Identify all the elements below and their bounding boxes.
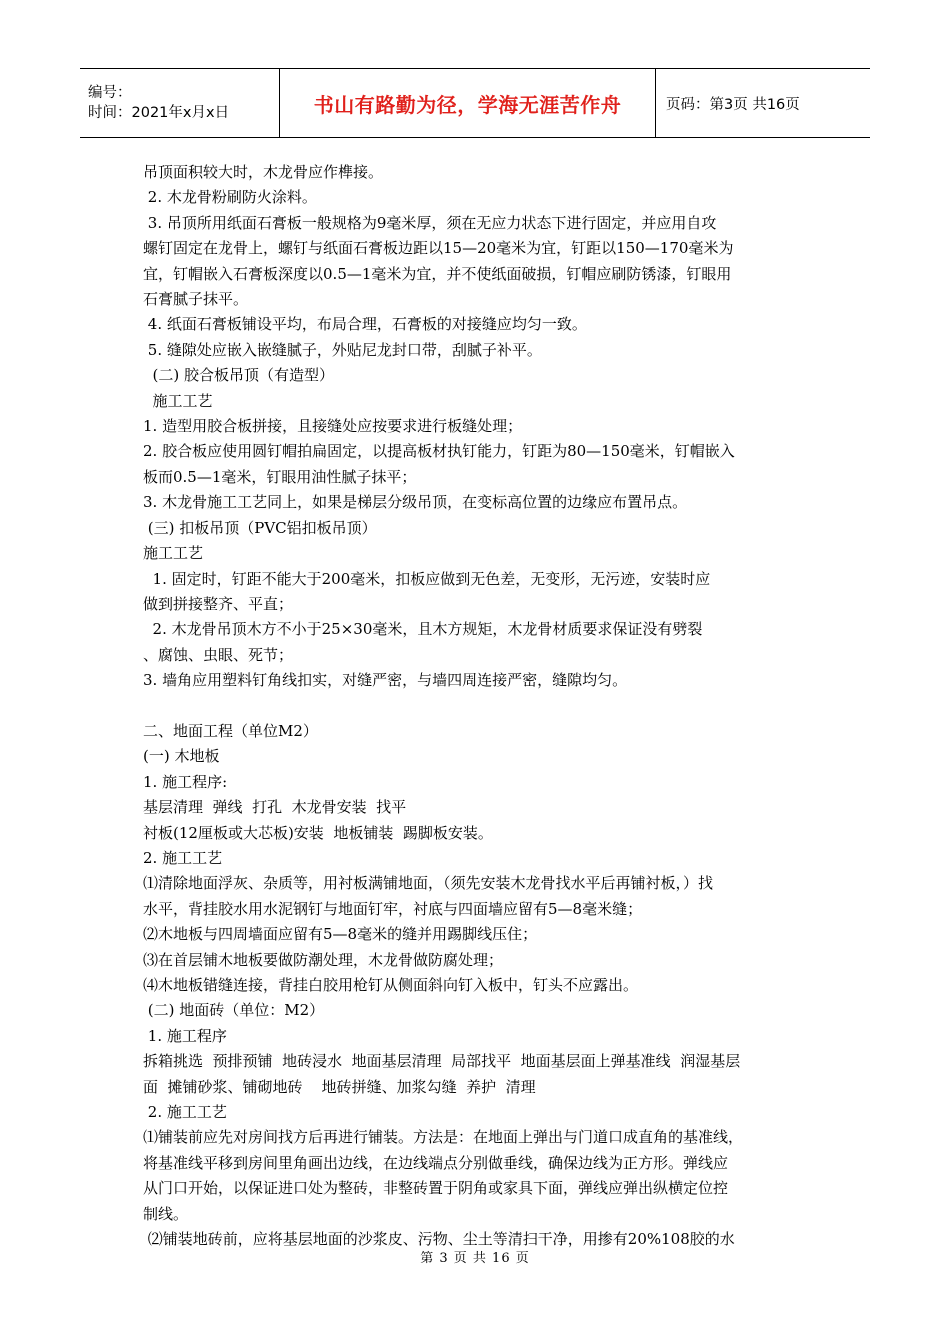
body-line: 从门口开始，以保证进口处为整砖，非整砖置于阴角或家具下面，弹线应弹出纵横定位控: [143, 1179, 729, 1198]
body-line: 2. 胶合板应使用圆钉帽拍扁固定，以提高板材执钉能力，钉距为80—150毫米，钉帽嵌入: [143, 442, 735, 461]
body-line: 基层清理 弹线 打孔 木龙骨安装 找平: [143, 798, 407, 817]
header-page-info: 页码：第3页 共16页: [666, 96, 800, 113]
body-line: 将基准线平移到房间里角画出边线，在边线端点分别做垂线，确保边线为正方形。弹线应: [143, 1153, 729, 1172]
header-motto-cell: [280, 69, 656, 137]
page-footer: 第 3 页 共 16 页: [420, 1251, 530, 1266]
body-line: 面 摊铺砂浆、铺砌地砖 地砖拼缝、加浆勾缝 养护 清理: [143, 1077, 536, 1096]
body-line: 2. 木龙骨粉刷防火涂料。: [143, 188, 317, 207]
body-line: ⑵铺装地砖前，应将基层地面的沙浆皮、污物、尘土等清扫干净，用掺有20%108胶的水: [143, 1230, 735, 1249]
body-line: 1. 固定时，钉距不能大于200毫米，扣板应做到无色差，无变形，无污迹，安装时应: [143, 569, 711, 588]
document-body: [143, 160, 823, 1252]
body-line: (一) 木地板: [143, 747, 220, 766]
body-line: 石膏腻子抹平。: [143, 290, 249, 309]
body-line: ⑵木地板与四周墙面应留有5—8毫米的缝并用踢脚线压住；: [143, 925, 538, 944]
body-line: (三) 扣板吊顶（PVC铝扣板吊顶）: [143, 518, 377, 537]
body-line: 1. 造型用胶合板拼接，且接缝处应按要求进行板缝处理；: [143, 417, 523, 436]
body-line: 螺钉固定在龙骨上，螺钉与纸面石膏板边距以15—20毫米为宜，钉距以150—170毫米为: [143, 239, 734, 258]
document-date: 时间：2021年x月x日: [88, 105, 230, 121]
body-line: 宜，钉帽嵌入石膏板深度以0.5—1毫米为宜，并不使纸面破损，钉帽应刷防锈漆，钉眼用: [143, 264, 732, 283]
body-line: 2. 施工工艺: [143, 848, 223, 867]
body-line: ⑶在首层铺木地板要做防潮处理，木龙骨做防腐处理；: [143, 950, 504, 969]
body-line: 2. 施工工艺: [143, 1103, 227, 1122]
body-line: 施工工艺: [143, 544, 204, 563]
body-line: [143, 694, 823, 719]
body-line: 4. 纸面石膏板铺设平均，布局合理，石膏板的对接缝应均匀一致。: [143, 315, 587, 334]
header-page-cell: [656, 69, 870, 137]
body-line: 衬板(12厘板或大芯板)安装 地板铺装 踢脚板安装。: [143, 823, 493, 842]
body-line: ⑴清除地面浮灰、杂质等，用衬板满铺地面，（须先安装木龙骨找水平后再铺衬板，）找: [143, 874, 714, 893]
body-line: 3. 木龙骨施工工艺同上，如果是梯层分级吊顶，在变标高位置的边缘应布置吊点。: [143, 493, 688, 512]
body-line: 板而0.5—1毫米，钉眼用油性腻子抹平；: [143, 467, 417, 486]
header-motto: 书山有路勤为径，学海无涯苦作舟: [313, 92, 622, 117]
body-line: ⑴铺装前应先对房间找方后再进行铺装。方法是：在地面上弹出与门道口成直角的基准线，: [143, 1128, 744, 1147]
body-line: 3. 墙角应用塑料钉角线扣实，对缝严密，与墙四周连接严密，缝隙均匀。: [143, 671, 628, 690]
body-line: 3. 吊顶所用纸面石膏板一般规格为9毫米厚，须在无应力状态下进行固定，并应用自攻: [143, 213, 717, 232]
body-line: (二) 胶合板吊顶（有造型）: [143, 366, 335, 385]
body-line: 2. 木龙骨吊顶木方不小于25×30毫米，且木方规矩，木龙骨材质要求保证没有劈裂: [143, 620, 703, 639]
body-line: 1. 施工程序: [143, 1026, 227, 1045]
document-number-label: 编号：: [88, 85, 132, 101]
body-line: 制线。: [143, 1204, 189, 1223]
body-line: ⑷木地板错缝连接，背挂白胶用枪钉从侧面斜向钉入板中，钉头不应露出。: [143, 976, 639, 994]
body-line: 做到拼接整齐、平直；: [143, 594, 294, 613]
body-line: 拆箱挑选 预排预铺 地砖浸水 地面基层清理 局部找平 地面基层面上弹基准线 润湿基层: [143, 1052, 741, 1071]
body-line: 1. 施工程序:: [143, 772, 228, 791]
body-line: 水平，背挂胶水用水泥钢钉与地面钉牢，衬底与四面墙应留有5—8毫米缝；: [143, 899, 643, 918]
header-meta: [80, 69, 280, 137]
body-line: 吊顶面积较大时，木龙骨应作榫接。: [143, 163, 384, 181]
body-line: 施工工艺: [143, 391, 213, 410]
body-line: (二) 地面砖（单位：M2）: [143, 1001, 325, 1020]
body-line: 二、地面工程（单位M2）: [143, 721, 318, 740]
body-line: 5. 缝隙处应嵌入嵌缝腻子，外贴尼龙封口带，刮腻子补平。: [143, 340, 542, 359]
page-header: [80, 68, 870, 138]
body-line: 、腐蚀、虫眼、死节；: [143, 645, 294, 664]
